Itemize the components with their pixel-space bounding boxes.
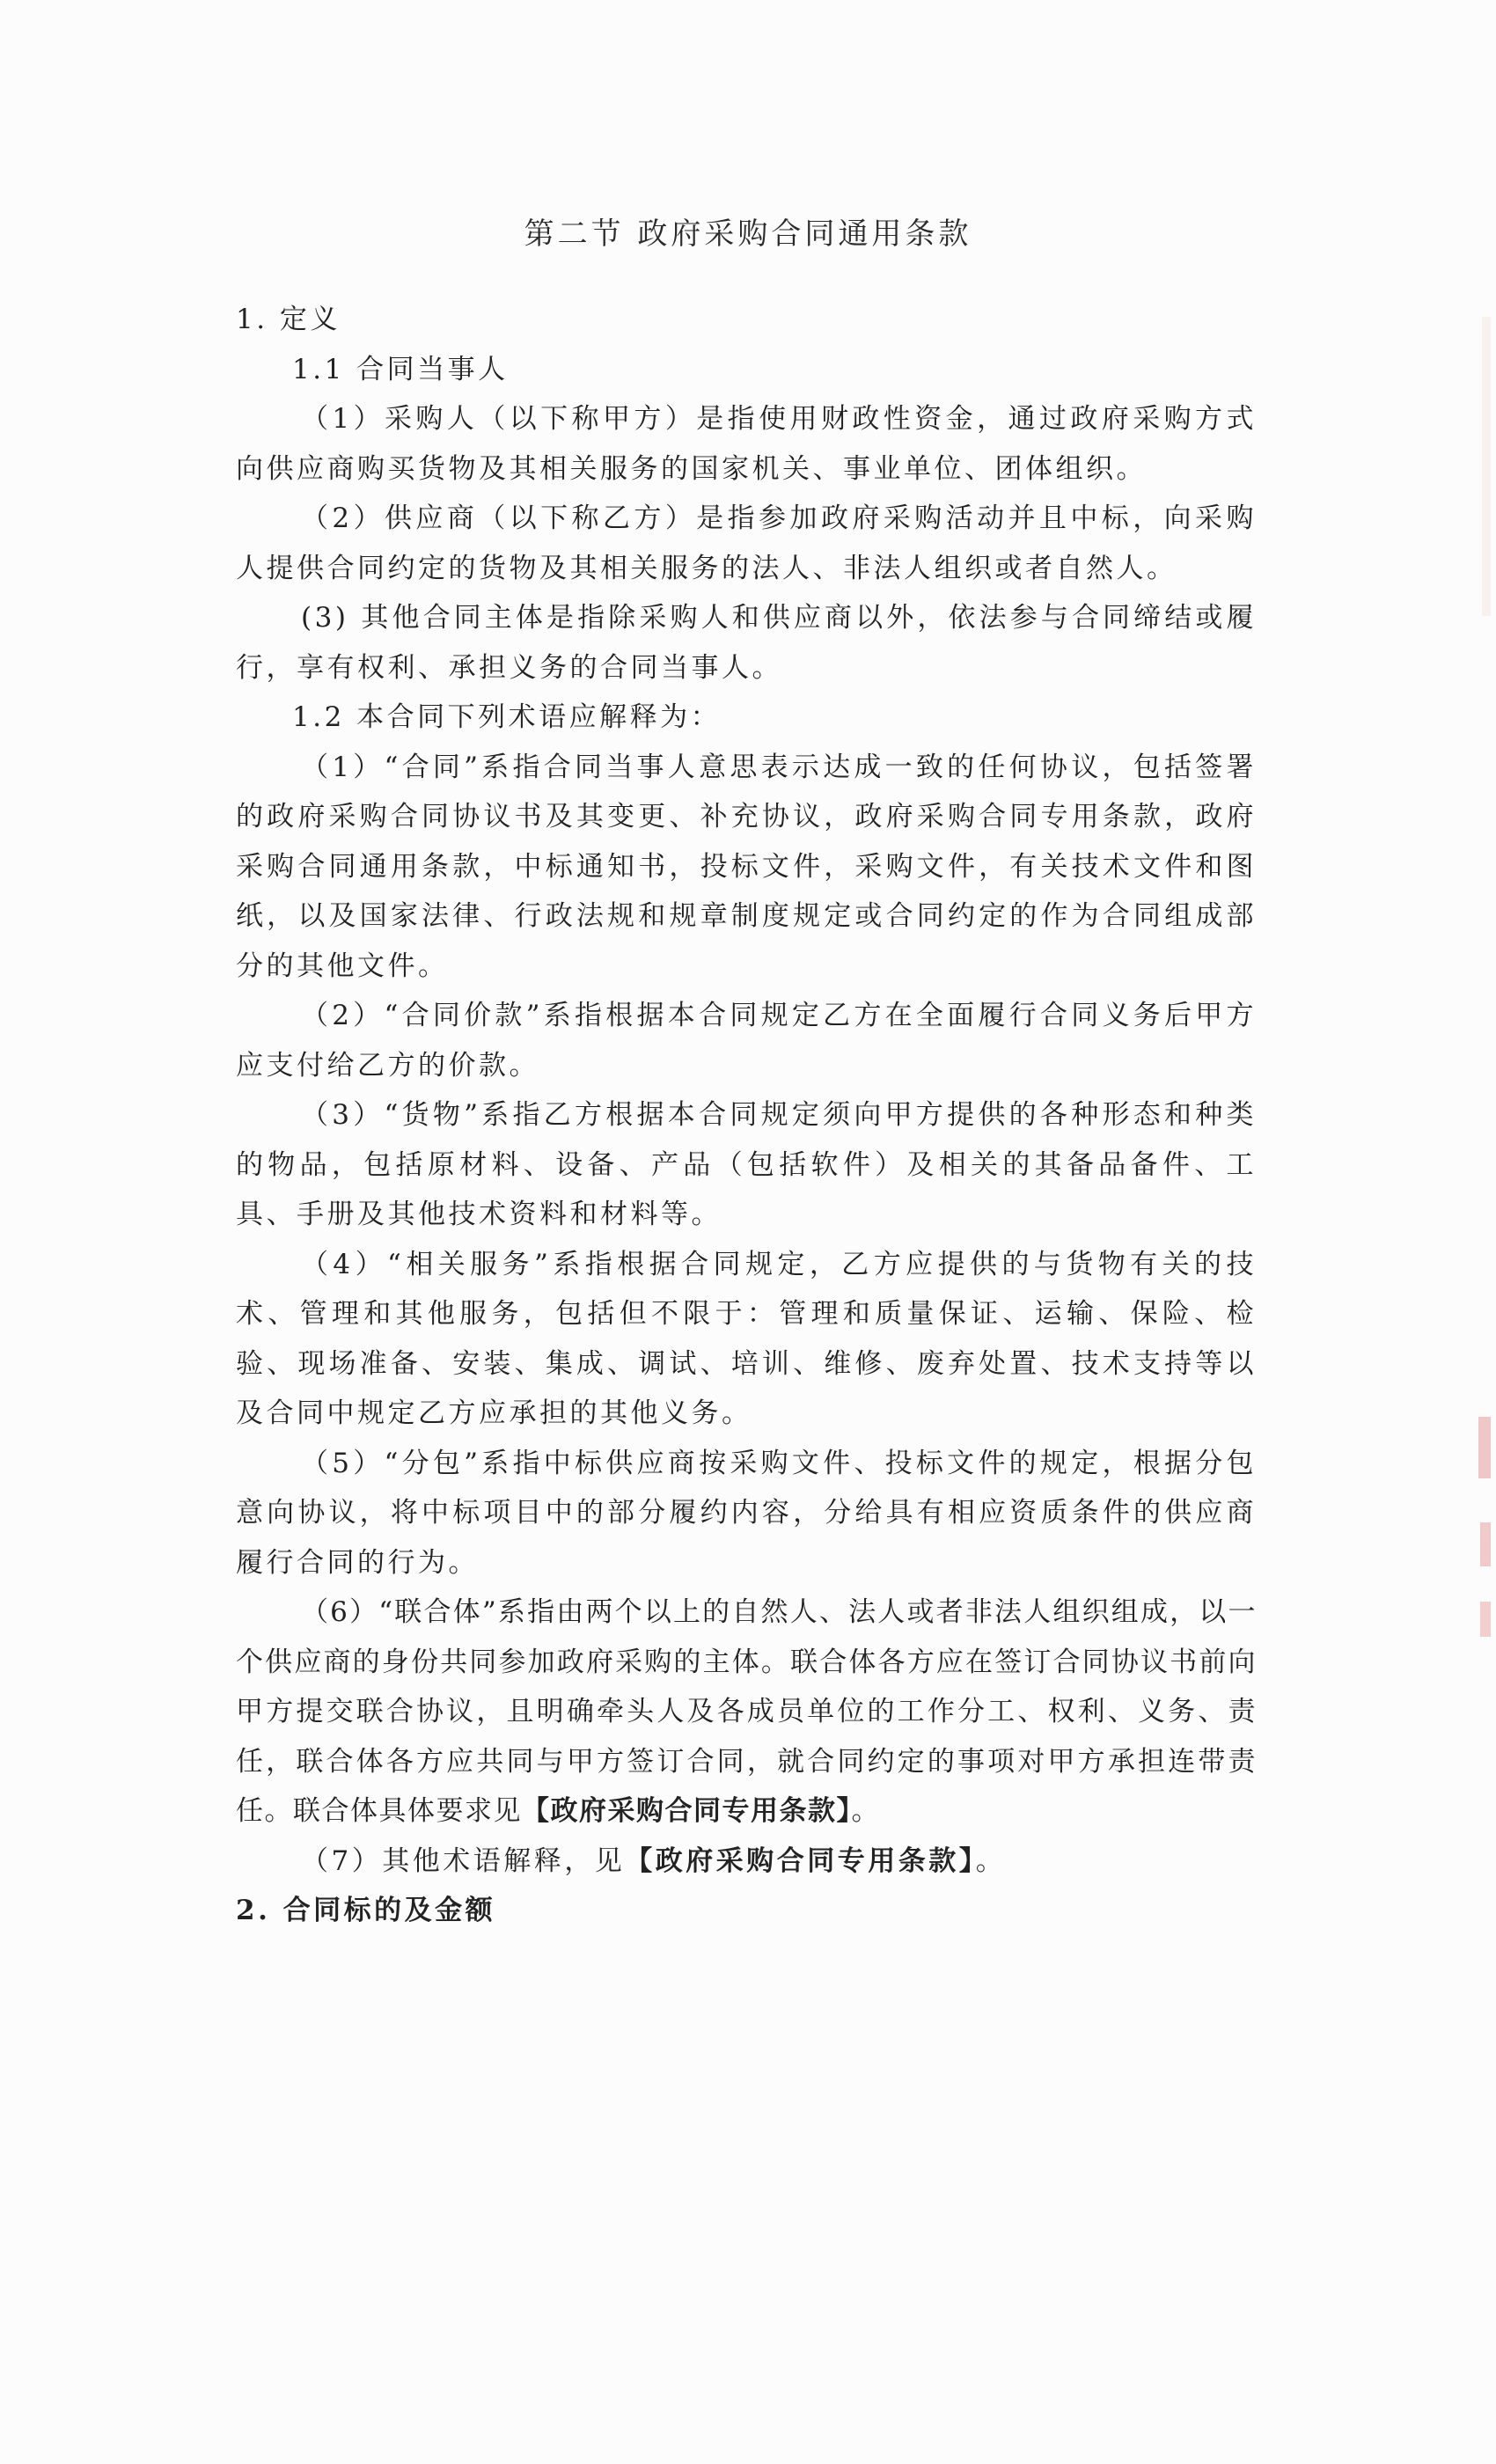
subsection-heading-parties: 1.1 合同当事人 — [292, 353, 509, 385]
paragraph-contract-price: （2）“合同价款”系指根据本合同规定乙方在全面履行合同义务后甲方应支付给乙方的价款。 — [236, 1000, 1257, 1082]
paragraph-purchaser: （1）采购人（以下称甲方）是指使用财政性资金，通过政府采购方式向供应商购买货物及其相关服务的国家机关、事业单位、团体组织。 — [236, 403, 1257, 485]
seal-fragment — [1480, 1522, 1491, 1566]
document-body — [236, 295, 1257, 1936]
paragraph-consortium-end: 。 — [851, 1795, 880, 1827]
paragraph-supplier: （2）供应商（以下称乙方）是指参加政府采购活动并且中标，向采购人提供合同约定的货物及其相关服务的法人、非法人组织或者自然人。 — [236, 502, 1257, 584]
seal-fragment — [1478, 1417, 1491, 1478]
scan-edge-shadow — [1482, 317, 1491, 616]
section-heading-subject-amount: 2. 合同标的及金额 — [236, 1895, 496, 1926]
paragraph-goods: （3）“货物”系指乙方根据本合同规定须向甲方提供的各种形态和种类的物品，包括原材料、设备、产品（包括软件）及相关的其备品备件、工具、手册及其他技术资料和材料等。 — [236, 1099, 1257, 1230]
paragraph-subcontract: （5）“分包”系指中标供应商按采购文件、投标文件的规定，根据分包意向协议，将中标项目中的部分履约内容，分给具有相应资质条件的供应商履行合同的行为。 — [236, 1447, 1257, 1579]
seal-fragment — [1480, 1602, 1491, 1637]
subsection-heading-terms: 1.2 本合同下列术语应解释为： — [292, 701, 722, 733]
paragraph-contract: （1）“合同”系指合同当事人意思表示达成一致的任何协议，包括签署的政府采购合同协议书及其变更、补充协议，政府采购合同专用条款，政府采购合同通用条款，中标通知书，投标文件，采购文件，有关技术文件和图纸，以及国家法律、行政法规和规章制度规定或合同约定的作为合同组成部分的其他文件。 — [236, 751, 1257, 982]
paragraph-other-terms — [236, 1837, 1257, 1887]
paragraph-related-services: （4）“相关服务”系指根据合同规定，乙方应提供的与货物有关的技术、管理和其他服务，包括但不限于：管理和质量保证、运输、保险、检验、现场准备、安装、集成、调试、培训、维修、废弃处置、技术支持等以及合同中规定乙方应承担的其他义务。 — [236, 1248, 1257, 1429]
page-title: 第二节 政府采购合同通用条款 — [524, 216, 972, 252]
paragraph-consortium — [236, 1588, 1257, 1837]
paragraph-other-parties: (3) 其他合同主体是指除采购人和供应商以外，依法参与合同缔结或履行，享有权利、承担义务的合同当事人。 — [236, 602, 1257, 684]
paragraph-consortium-text: （6）“联合体”系指由两个以上的自然人、法人或者非法人组织组成，以一个供应商的身份共同参加政府采购的主体。联合体各方应在签订合同协议书前向甲方提交联合协议，且明确牵头人及各成员单位的工作分工、权利、义务、责任，联合体各方应共同与甲方签订合同，就合同约定的事项对甲方承担连带责任。联合体具体要求见 — [236, 1596, 1257, 1827]
paragraph-other-terms-end: 。 — [975, 1844, 1007, 1877]
special-terms-reference: 【政府采购合同专用条款】 — [522, 1795, 852, 1827]
section-heading-definitions: 1. 定义 — [236, 304, 341, 335]
paragraph-other-terms-text: （7）其他术语解释，见 — [301, 1844, 626, 1877]
special-terms-reference: 【政府采购合同专用条款】 — [625, 1844, 976, 1877]
